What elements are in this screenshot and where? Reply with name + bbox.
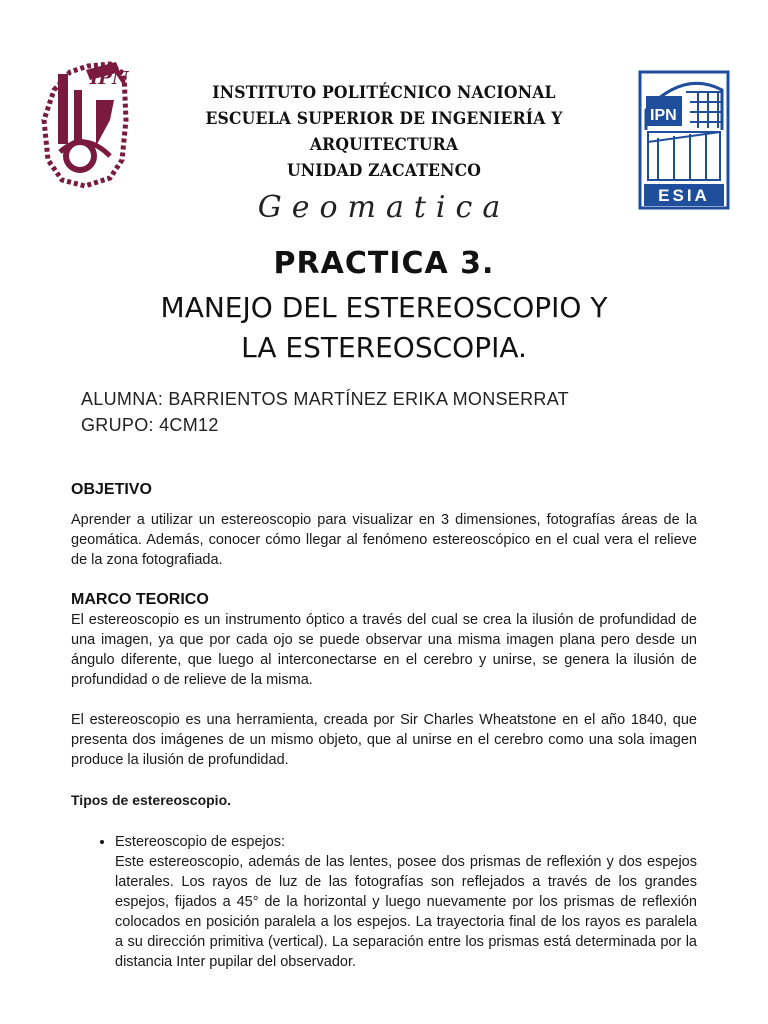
student-group: GRUPO: 4CM12	[81, 415, 219, 435]
ipn-logo	[40, 60, 130, 190]
institution-header	[169, 80, 600, 184]
marco-heading: MARCO TEORICO	[71, 591, 209, 608]
esia-logo-esia-text: ESIA	[658, 186, 710, 205]
ipn-logo-text: IPN	[90, 68, 129, 89]
practice-number: PRACTICA 3.	[273, 246, 495, 281]
marco-paragraph-1: El estereoscopio es un instrumento óptico a través del cual se crea la ilusión de profundidad de una imagen, ya que por cada ojo se puede observar una misma imagen plana pero desde un ángulo diferente, que luego al interconectarse en el cerebro y unirse, se genera la ilusión de profundidad o de relieve de la misma.	[71, 612, 697, 688]
list-item	[115, 832, 697, 972]
tipo-text: Este estereoscopio, además de las lentes, posee dos prismas de reflexión y dos espejos laterales. Los rayos de luz de las fotografías son reflejados a través de los grandes espejos, fijados a 45° de la horizontal y luego nuevamente por los prismas de reflexión colocados en posición paralela a los espejos. La trayectoria final de los rayos es paralela a su dirección primitiva (vertical). La separación entre los prismas está determinada por la distancia Inter pupilar del observador.	[115, 854, 697, 970]
marco-paragraph-2: El estereoscopio es una herramienta, creada por Sir Charles Wheatstone en el año 1840, que presenta dos imágenes de un mismo objeto, que al unirse en el cerebro como una sola imagen produce la ilusión de profundidad.	[71, 712, 697, 768]
subject-title: Geomatica	[257, 190, 511, 225]
student-name: ALUMNA: BARRIENTOS MARTÍNEZ ERIKA MONSERRAT	[81, 389, 569, 409]
esia-logo-ipn-text: IPN	[650, 107, 677, 124]
student-info	[81, 386, 569, 438]
tipo-title: • Estereoscopio de espejos:	[115, 834, 286, 850]
institution-name: INSTITUTO POLITÉCNICO NACIONAL	[212, 83, 556, 103]
school-name: ESCUELA SUPERIOR DE INGENIERÍA Y ARQUITECTURA	[205, 109, 563, 155]
tipos-heading: Tipos de estereoscopio.	[71, 792, 232, 808]
practice-title: MANEJO DEL ESTEREOSCOPIO Y LA ESTEREOSCOPIA.	[160, 291, 608, 364]
objetivo-text: Aprender a utilizar un estereoscopio para visualizar en 3 dimensiones, fotografías áreas de la geomática. Además, conocer cómo llegar al fenómeno estereoscópico en el cual vera el relieve de la zona fotografiada.	[71, 512, 697, 568]
campus-name: UNIDAD ZACATENCO	[286, 161, 482, 181]
objetivo-heading: OBJETIVO	[71, 481, 152, 498]
document-body	[71, 480, 697, 972]
tipos-list	[71, 832, 697, 972]
esia-logo	[638, 70, 730, 210]
